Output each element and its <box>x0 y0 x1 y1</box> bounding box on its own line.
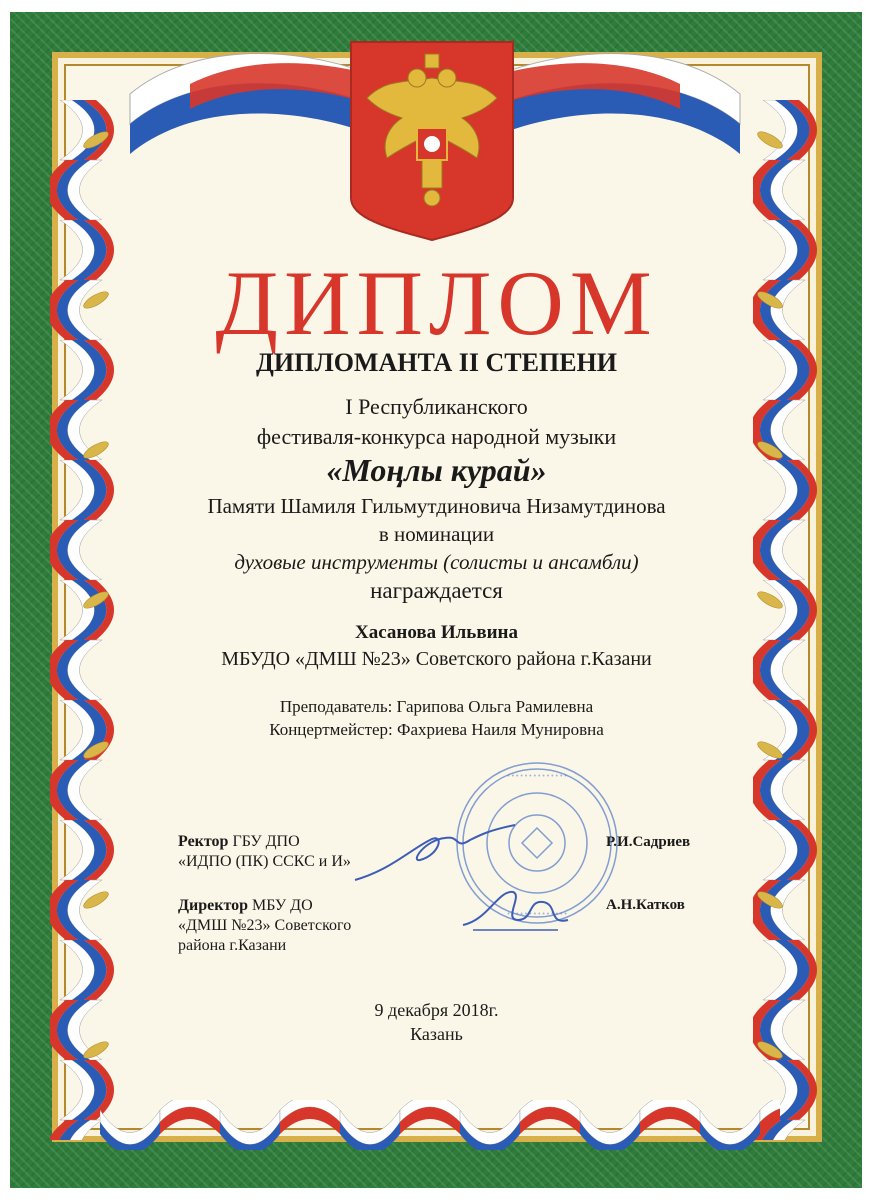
coat-of-arms-icon <box>347 38 517 243</box>
festival-line2: фестиваля-конкурса народной музыки <box>256 424 617 449</box>
rector-block <box>178 832 351 872</box>
director-org-line3: района г.Казани <box>178 937 287 954</box>
director-role: Директор <box>178 897 248 914</box>
rector-org-line2: «ИДПО (ПК) ССКС и И» <box>178 853 351 870</box>
festival-name: «Моңлы курай» <box>326 452 547 488</box>
nomination-value: духовые инструменты (солисты и ансамбли) <box>234 550 639 574</box>
teacher-line: Преподаватель: Гарипова Ольга Рамилевна <box>279 697 594 716</box>
city: Казань <box>410 1024 463 1044</box>
degree-subtitle: ДИПЛОМАНТА II СТЕПЕНИ <box>255 348 617 377</box>
svg-text:• • • • • • • • • • • • • •: • • • • • • • • • • • • • • <box>507 911 567 918</box>
signature-icon <box>458 880 578 940</box>
recipient-name: Хасанова Ильвина <box>354 622 518 643</box>
rector-name: Р.И.Садриев <box>606 834 691 850</box>
signature-icon <box>350 810 520 890</box>
accompanist-line: Концертмейстер: Фахриева Наиля Мунировна <box>269 720 604 739</box>
director-block <box>178 896 351 956</box>
director-org-line2: «ДМШ №23» Советского <box>178 917 352 934</box>
recipient-school: МБУДО «ДМШ №23» Советского района г.Казани <box>221 648 652 670</box>
director-org-line1: МБУ ДО <box>252 897 313 914</box>
page-title: ДИПЛОМ <box>215 252 658 354</box>
rector-role: Ректор <box>178 833 229 850</box>
flag-ribbon-bottom-icon <box>100 1100 780 1150</box>
festival-line1: I Республиканского <box>345 394 528 419</box>
memory-line: Памяти Шамиля Гильмутдиновича Низамутдинова <box>207 494 666 518</box>
date: 9 декабря 2018г. <box>374 1000 499 1020</box>
rector-org-line1: ГБУ ДПО <box>232 833 300 850</box>
director-name: А.Н.Катков <box>606 897 685 913</box>
nomination-intro: в номинации <box>378 522 495 546</box>
awarded-text: награждается <box>370 578 503 603</box>
svg-text:• • • • • • • • • • • • • •: • • • • • • • • • • • • • • <box>507 773 567 780</box>
